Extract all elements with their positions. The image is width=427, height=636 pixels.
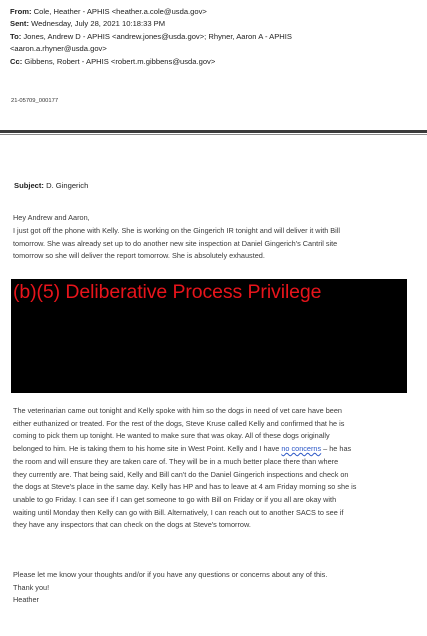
paragraph-2-line: The veterinarian came out tonight and Kelly spoke with him so the dogs in need of vet care have been <box>13 406 342 415</box>
from-row <box>10 6 420 18</box>
sign-off: Thank you! <box>13 582 50 592</box>
cc-label: Cc: <box>10 56 23 66</box>
page-divider-shadow <box>0 134 427 135</box>
paragraph-2-line: waiting until Monday then Kelly can go with Bill. Alternatively, I can reach out to another SACS to see if <box>13 507 344 517</box>
subject-line <box>14 181 88 190</box>
subject-value: D. Gingerich <box>46 181 89 190</box>
redaction-block <box>11 279 407 393</box>
to-value-line2: <aaron.a.rhyner@usda.gov> <box>10 44 107 54</box>
to-label: To: <box>10 31 22 41</box>
paragraph-2-line: the room and will ensure they are taken care of. They will be in a much better place there than where <box>13 456 339 466</box>
paragraph-2-text: belonged to him. He is taking them to his home site in West Point. Kelly and I have <box>13 444 282 454</box>
email-header <box>10 6 420 68</box>
document-id: 21-05709_000177 <box>11 98 59 104</box>
paragraph-1-line: tomorrow. She was already set up to do another new site inspection at Daniel Gingerich's Cantril site <box>13 238 338 248</box>
cc-value: Gibbens, Robert - APHIS <robert.m.gibbens@usda.gov> <box>24 56 216 66</box>
from-label: From: <box>10 7 32 16</box>
paragraph-2-line: coming to pick them up tonight. He wanted to make sure that was okay. All of these dogs originally <box>13 431 330 441</box>
redaction-label: (b)(5) Deliberative Process Privilege <box>13 281 322 303</box>
paragraph-1-line: I just got off the phone with Kelly. She is working on the Gingerich IR tonight and will deliver it with Bill <box>13 226 341 235</box>
sent-row <box>10 18 420 30</box>
paragraph-2-text: – he has <box>321 444 352 454</box>
paragraph-1 <box>13 225 415 263</box>
paragraph-2-line: the dogs at Steve's place in the same day. Kelly has HP and has to leave at 4 am Friday morning so she is <box>13 482 357 492</box>
sent-label: Sent: <box>10 19 29 29</box>
paragraph-2-line: they currently are. That being said, Kelly and Bill can't do the Daniel Gingerich inspections and check on <box>13 469 349 479</box>
sent-value: Wednesday, July 28, 2021 10:18:33 PM <box>31 19 166 29</box>
to-row-continued <box>10 43 420 55</box>
paragraph-2-line: they have any inspectors that can check on the dogs at Steve's tomorrow. <box>13 520 251 530</box>
greeting: Hey Andrew and Aaron, <box>13 213 90 222</box>
to-row <box>10 31 420 43</box>
subject-label: Subject: <box>14 181 44 190</box>
to-value-line1: Jones, Andrew D - APHIS <andrew.jones@usda.gov>; Rhyner, Aaron A - APHIS <box>23 31 292 41</box>
from-value: Cole, Heather - APHIS <heather.a.cole@usda.gov> <box>33 7 207 16</box>
paragraph-2-line <box>13 443 415 456</box>
signature-name: Heather <box>13 595 39 605</box>
paragraph-3-line: Please let me know your thoughts and/or if you have any questions or concerns about any of this. <box>13 570 328 579</box>
flagged-phrase: no concerns <box>281 444 322 454</box>
paragraph-2 <box>13 405 415 532</box>
paragraph-1-line: tomorrow so she will deliver the report tomorrow. She is absolutely exhausted. <box>13 251 265 261</box>
paragraph-3 <box>13 569 415 607</box>
page-divider <box>0 130 427 133</box>
paragraph-2-line: unable to go Friday. I can see if I can get someone to go with Bill on Friday or if you all are okay with <box>13 494 337 504</box>
cc-row <box>10 56 420 68</box>
paragraph-2-line: either euthanized or treated. For the rest of the dogs, Steve Kruse called Kelly and confirmed that he is <box>13 418 345 428</box>
